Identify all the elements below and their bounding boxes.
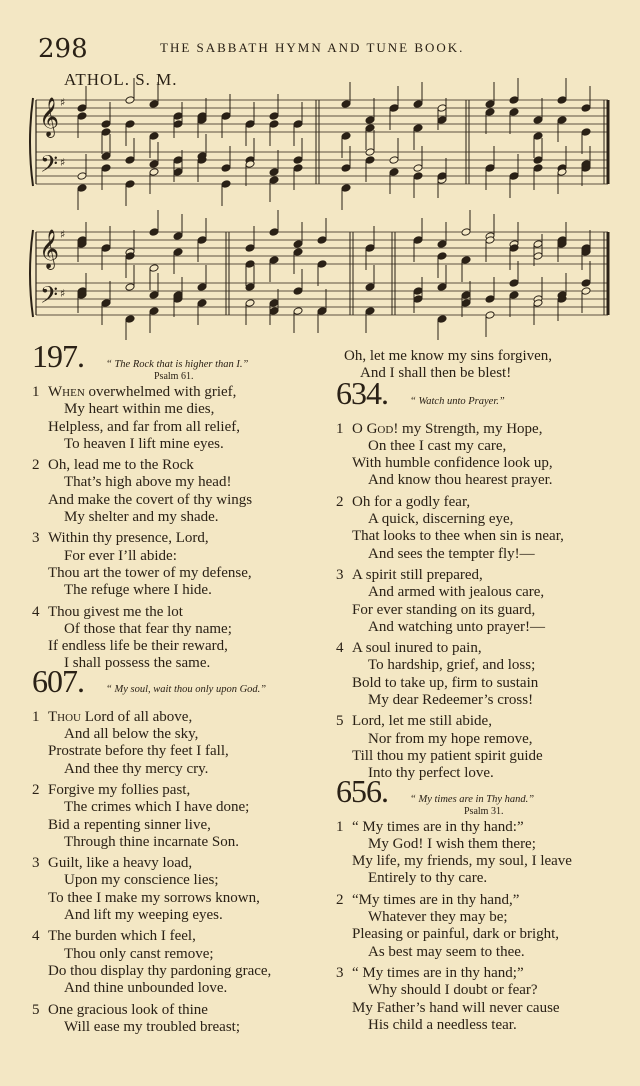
verse-line: Bold to take up, firm to sustain: [352, 674, 539, 691]
verse-line: [334, 421, 626, 438]
hymn-number: 656.: [336, 772, 388, 809]
verse-line: Forgive my follies past,: [48, 781, 191, 798]
verse-line: My heart within me dies,: [64, 401, 215, 418]
line-text: overwhelmed with grief,: [84, 384, 237, 400]
verse-line: And know thou hearest prayer.: [368, 472, 553, 489]
verse-line: And thee thy mercy cry.: [64, 760, 209, 777]
verse-line: For ever I’ll abide:: [64, 547, 177, 564]
running-title: THE SABBATH HYMN AND TUNE BOOK.: [160, 40, 465, 55]
svg-text:𝄞: 𝄞: [39, 229, 60, 269]
stanza: [30, 709, 298, 778]
line-text: ! my Strength, my Hope,: [393, 420, 543, 437]
verse-line: Upon my conscience lies;: [64, 872, 219, 889]
stanza-number: 2: [32, 781, 40, 798]
scripture-reference: Psalm 31.: [464, 805, 504, 817]
verse-line: And armed with jealous care,: [368, 584, 545, 601]
verse-line: Through thine incarnate Son.: [64, 833, 239, 850]
verse-line: And I shall then be blest!: [360, 365, 512, 382]
verse-line: Do thou display thy pardoning grace,: [48, 962, 272, 979]
hymn-656-stanzas: [334, 819, 626, 1035]
verse-line: Within thy presence, Lord,: [48, 530, 209, 547]
stanza-number: 1: [32, 384, 40, 400]
stanza: [30, 1002, 298, 1037]
verse-line: Lord, let me still abide,: [352, 713, 492, 730]
stanza-number: 2: [336, 493, 344, 510]
verse-line: Entirely to thy care.: [368, 870, 488, 887]
first-word: Thou: [48, 708, 81, 725]
verse-line: And lift my weeping eyes.: [64, 907, 223, 924]
stanza: [30, 782, 298, 851]
page-number: 298: [38, 34, 88, 64]
svg-text:♯: ♯: [60, 228, 66, 241]
verse-line: Why should I doubt or fear?: [368, 982, 538, 999]
verse-line: “My times are in thy hand,”: [352, 891, 520, 908]
stanza: [30, 457, 298, 526]
verse-line: Pleasing or painful, dark or bright,: [352, 926, 560, 943]
scripture-reference: Psalm 61.: [154, 371, 194, 382]
verse-line: Guilt, like a heavy load,: [48, 855, 193, 872]
verse-line: My shelter and my shade.: [64, 509, 219, 526]
verse-line: One gracious look of thine: [48, 1001, 208, 1018]
verse-line: Oh, lead me to the Rock: [48, 457, 194, 474]
verse-line: Into thy perfect love.: [368, 765, 494, 782]
stanza-number: 1: [336, 818, 344, 835]
right-column: [334, 348, 626, 1038]
stanza: [334, 567, 626, 636]
left-column: [30, 338, 298, 1040]
verse-line: “ My times are in thy hand:”: [352, 818, 524, 835]
svg-text:♯: ♯: [60, 96, 66, 109]
verse-line: Prostrate before thy feet I fall,: [48, 743, 229, 760]
hymn-number: 197.: [32, 338, 84, 374]
verse-line: And sees the tempter fly!—: [368, 545, 535, 562]
verse-line: “ My times are in thy hand;”: [352, 964, 524, 981]
line-text: Lord of all above,: [81, 708, 193, 725]
verse-line: I shall possess the same.: [64, 655, 211, 672]
verse-line: And thine unbounded love.: [64, 980, 228, 997]
stanza: [334, 819, 626, 888]
hymn-197-stanzas: [30, 384, 298, 673]
verse-line: The crimes which I have done;: [64, 799, 250, 816]
verse-line: On thee I cast my care,: [368, 437, 507, 454]
stanza-number: 1: [336, 420, 344, 437]
svg-text:♯: ♯: [60, 156, 66, 169]
stanza: [30, 530, 298, 599]
stanza-number: 3: [32, 530, 40, 547]
hymn-title: “ Watch unto Prayer.”: [410, 395, 505, 407]
verse-line: That’s high above my head!: [64, 474, 232, 491]
verse-line: Thou art the tower of my defense,: [48, 564, 252, 581]
stanza: [334, 965, 626, 1034]
stanza-number: 5: [32, 1001, 40, 1018]
verse-line: The refuge where I hide.: [64, 582, 212, 599]
verse-line: Thou only canst remove;: [64, 945, 214, 962]
stanza: [334, 421, 626, 490]
verse-line: My God! I wish them there;: [368, 835, 536, 852]
stanza-number: 4: [32, 928, 40, 945]
stanza: [30, 855, 298, 924]
stanza-number: 2: [32, 457, 40, 474]
stanza-number: 3: [336, 964, 344, 981]
verse-line: Of those that fear thy name;: [64, 620, 232, 637]
verse-line: With humble confidence look up,: [352, 455, 553, 472]
stanza-number: 4: [32, 603, 40, 620]
verse-line: To hardship, grief, and loss;: [368, 657, 536, 674]
verse-line: As best may seem to thee.: [368, 943, 525, 960]
svg-text:♯: ♯: [60, 287, 66, 300]
verse-line: Will ease my troubled breast;: [64, 1018, 241, 1035]
hymn-title: “ My times are in Thy hand.”: [410, 793, 535, 805]
verse-line: Till thou my patient spirit guide: [352, 747, 543, 764]
verse-line: To thee I make my sorrows known,: [48, 889, 260, 906]
verse-line: My life, my friends, my soul, I leave: [352, 853, 572, 870]
hymn-634-stanzas: [334, 421, 626, 783]
stanza: [30, 928, 298, 997]
verse-line: Nor from my hope remove,: [368, 730, 533, 747]
verse-line: Bid a repenting sinner live,: [48, 816, 211, 833]
hymn-607-stanzas: [30, 709, 298, 1036]
stanza-number: 5: [336, 713, 344, 730]
stanza-number: 2: [336, 891, 344, 908]
verse-line: Oh, let me know my sins forgiven,: [344, 348, 553, 364]
stanza: [334, 892, 626, 961]
hymn-197-heading: [30, 338, 298, 384]
verse-line: The burden which I feel,: [48, 928, 196, 945]
verse-line: Helpless, and far from all relief,: [48, 418, 241, 435]
hymn-634-heading: [334, 374, 626, 421]
verse-line: A spirit still prepared,: [352, 566, 483, 583]
hymn-title: “ The Rock that is higher than I.”: [106, 359, 249, 370]
hymn-number: 607.: [32, 662, 84, 699]
verse-line: Whatever they may be;: [368, 909, 508, 926]
svg-text:𝄢: 𝄢: [40, 281, 59, 314]
verse-line: And make the covert of thy wings: [48, 491, 253, 508]
verse-line: To heaven I lift mine eyes.: [64, 435, 224, 452]
hymn-title: “ My soul, wait thou only upon God.”: [106, 683, 267, 695]
music-notation: [0, 0, 640, 340]
verse-line: Oh for a godly fear,: [352, 493, 471, 510]
verse-line: Thou givest me the lot: [48, 603, 183, 620]
stanza-number: 4: [336, 640, 344, 657]
verse-line: A quick, discerning eye,: [368, 511, 514, 528]
first-word: When: [48, 384, 85, 400]
verse-line: And watching unto prayer!—: [368, 618, 546, 635]
stanza-number: 3: [32, 855, 40, 872]
svg-text:𝄢: 𝄢: [40, 150, 59, 183]
stanza-number: 3: [336, 566, 344, 583]
verse-line: [30, 709, 298, 726]
verse-line: [30, 384, 298, 401]
stanza: [334, 640, 626, 709]
hymn-number: 634.: [336, 374, 388, 411]
first-word: O God: [352, 420, 394, 437]
verse-line: A soul inured to pain,: [352, 640, 482, 657]
verse-line: My dear Redeemer’s cross!: [368, 692, 534, 709]
verse-line: And all below the sky,: [64, 726, 199, 743]
verse-line: For ever standing on its guard,: [352, 601, 536, 618]
svg-text:𝄞: 𝄞: [39, 97, 60, 137]
verse-line: That looks to thee when sin is near,: [352, 528, 564, 545]
verse-line: If endless life be their reward,: [48, 638, 228, 655]
verse-line: His child a needless tear.: [368, 1016, 517, 1033]
stanza: [30, 384, 298, 453]
tune-name: ATHOL. S. M.: [64, 70, 178, 89]
verse-line: My Father’s hand will never cause: [352, 999, 560, 1016]
stanza: [334, 494, 626, 563]
stanza-number: 1: [32, 708, 40, 725]
